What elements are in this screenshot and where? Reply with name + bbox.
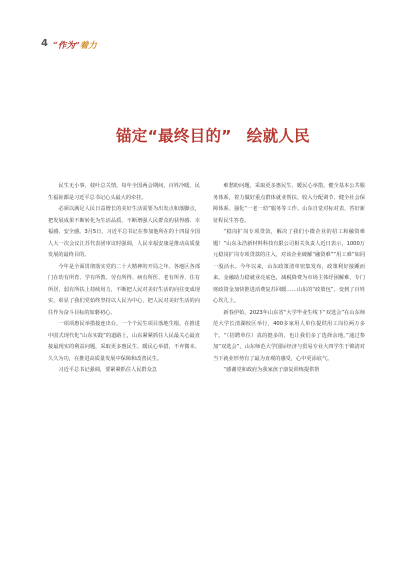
article-title xyxy=(116,124,310,146)
page-number: 4 xyxy=(41,38,48,49)
paragraph: 难愁盼问题，采取更多惠民生、暖民心举措，健全基本公共服务体系，着力做好重点群体就业帮扶、收入分配调节、健全社会保障体系、强化“一老一幼”服务等工作。山东自觉对标对表，答好新征程民生答卷。 xyxy=(213,183,365,224)
paragraph: “感谢党和政府为我家孩子康复训练提供帮 xyxy=(223,367,320,373)
paragraph: 必须以满足人民日益增长的美好生活需要为出发点和落脚点，把发展成果不断转化为生活品质，不断增强人民群众的获得感、幸福感、安全感。3月5日，习近平总书记在参加他所在的十四届全国人大一次会议江苏代表团审议时强调，人民幸福安康是推动高质量发展的最终目的。 xyxy=(48,206,200,258)
article-title-part1: 锚定“最终目的” xyxy=(116,127,232,145)
section-mark-part2: 着力 xyxy=(79,41,97,51)
paragraph: “稳岗扩岗专项贷款，解决了我们小微企业的招工和融资难题！”山东永浩新材料科技有限公司相关负责人近日表示，1000万元稳岗扩岗专项贷款的注入，对该企业破解“融资难”“用工难”如同一股活水。今年以来，山东政策清单密集发布，政策利好接踵而来。金融助力稳就业亮底色，减税降费为市场主体纾困解难，专门财政资金加快推进消费复苏回暖……山东的“政策包”，变到了百姓心坎儿上。 xyxy=(213,229,365,304)
section-mark xyxy=(53,39,97,51)
section-mark-part1: “作为” xyxy=(53,41,80,51)
paragraph: 习近平总书记强调，要紧紧抓住人民群众急 xyxy=(58,367,157,373)
paragraph: 一项项惠民举措接连出台，一个个民生项目落地生根。在推进中国式现代化“山东实践”的道路上，山东紧紧抓住人民最关心最直接最现实的利益问题，采取更多惠民生、暖民心举措，不弃微末、久久为功，在推进高质量发展中保障和改善民生。 xyxy=(48,321,200,362)
paragraph: 今年是全面贯彻落实党的二十大精神的开局之年。各地区各部门在幼有所育、学有所教、劳有所得、病有所医、老有所养、住有所居、弱有所扶上持续用力，不断把人民对美好生活的向往变成现实，彰显了我们党始终坚持以人民为中心，把人民对美好生活的向往作为奋斗目标的如磐初心。 xyxy=(48,263,200,316)
body-column-left xyxy=(48,181,200,377)
paragraph: 新春伊始，2023年山东省“大学毕业生线下“双选会”在山东师范大学长清湖校区举行，400多家用人单位提供用工岗位两万多个。“（招聘单位）真的挺多的，也让我们多了选择余地。”通过参加“双选会”，山东师范大学国际经济与贸易专业大四学生于锦清对当下就业形势有了最为直观的感受，心中更添底气。 xyxy=(213,309,365,362)
body-column-right xyxy=(213,181,365,377)
paragraph: 民生无小事，枝叶总关情。每年全国两会期间，百姓冷暖、民生福祉都是习近平总书记心头最大的牵挂。 xyxy=(48,183,200,201)
article-title-part2: 绘就人民 xyxy=(246,127,310,145)
